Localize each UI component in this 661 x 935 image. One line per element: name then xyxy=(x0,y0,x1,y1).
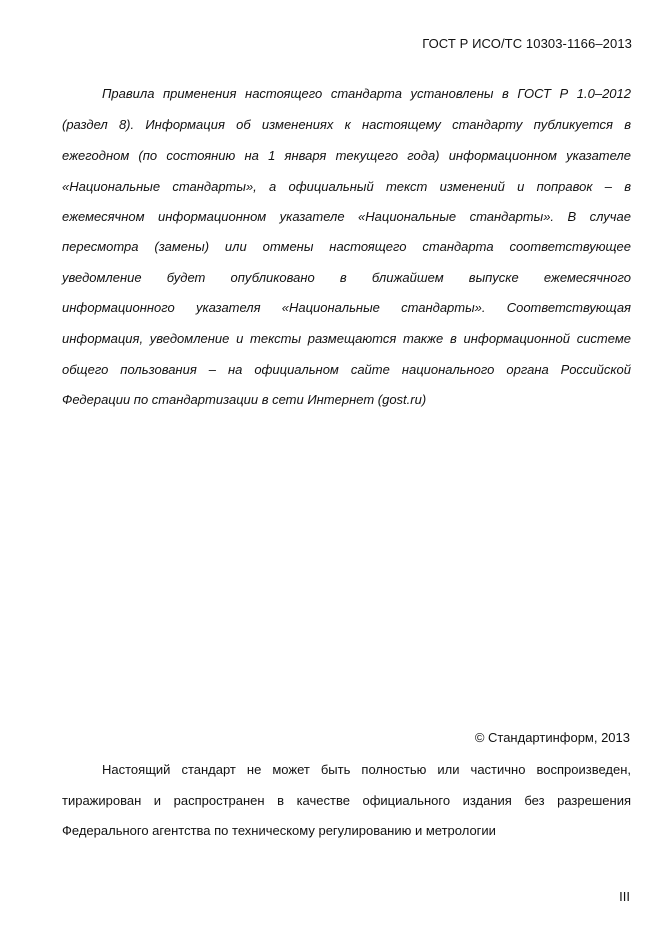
preface-line: «Национальные стандарты», а официальный текст изменений и поправок – в xyxy=(62,179,631,194)
preface-line: пересмотра (замены) или отмены настоящего стандарта соответствующее xyxy=(62,239,631,254)
preface-line: Правила применения настоящего стандарта установлены в ГОСТ Р 1.0–2012 xyxy=(102,86,631,101)
preface-line: информация, уведомление и тексты размещаются также в информационной системе xyxy=(62,331,631,346)
preface-line: информационного указателя «Национальные стандарты». Соответствующая xyxy=(62,300,631,315)
preface-line: ежегодном (по состоянию на 1 января текущего года) информационном указателе xyxy=(62,148,631,163)
preface-line: общего пользования – на официальном сайте национального органа Российской xyxy=(62,362,631,377)
page-number: III xyxy=(619,889,630,904)
copyright-notice: © Стандартинформ, 2013 xyxy=(474,730,630,745)
notice-line: тиражирован и распространен в качестве официального издания без разрешения xyxy=(62,793,631,808)
preface-line: уведомление будет опубликовано в ближайшем выпуске ежемесячного xyxy=(62,270,631,285)
preface-line: (раздел 8). Информация об изменениях к настоящему стандарту публикуется в xyxy=(62,117,631,132)
document-code: ГОСТ Р ИСО/ТС 10303-1166–2013 xyxy=(422,36,632,51)
notice-line: Настоящий стандарт не может быть полностью или частично воспроизведен, xyxy=(102,762,631,777)
preface-line: ежемесячном информационном указателе «Национальные стандарты». В случае xyxy=(62,209,631,224)
notice-line: Федерального агентства по техническому регулированию и метрологии xyxy=(62,823,496,838)
preface-line: Федерации по стандартизации в сети Интернет (gost.ru) xyxy=(62,392,427,407)
